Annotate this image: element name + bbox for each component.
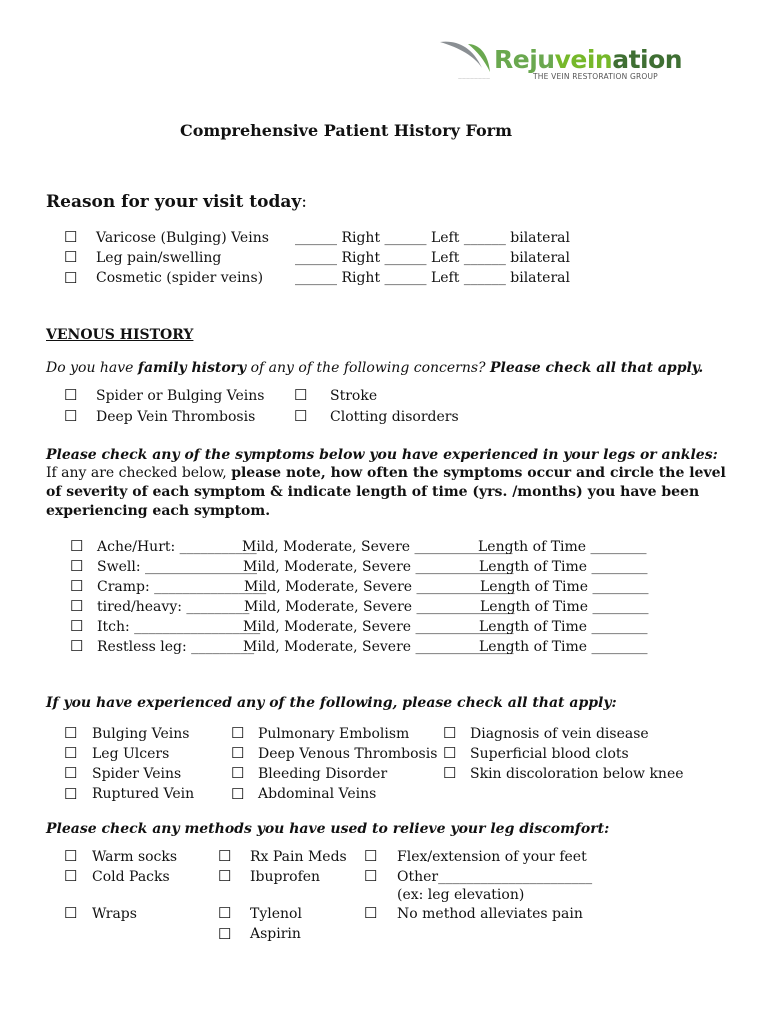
method-checkbox-1-3[interactable]: ☐ [64, 904, 78, 922]
symptom-length-1[interactable]: Length of Time ________ [478, 539, 647, 555]
symptom-severity-1[interactable]: Mild, Moderate, Severe ______________ [242, 539, 513, 555]
condition-label-3-2: Superficial blood clots [470, 746, 629, 762]
symptom-length-3[interactable]: Length of Time ________ [480, 579, 649, 595]
symptom-checkbox-1[interactable]: ☐ [70, 537, 84, 555]
symptom-length-6[interactable]: Length of Time ________ [479, 639, 648, 655]
condition-checkbox-3-1[interactable]: ☐ [443, 724, 457, 742]
condition-label-1-2: Leg Ulcers [92, 746, 170, 762]
family-label-2: Deep Vein Thrombosis [96, 409, 256, 425]
symptom-checkbox-2[interactable]: ☐ [70, 557, 84, 575]
symptom-label-1[interactable]: Ache/Hurt: ___________ [97, 539, 257, 555]
condition-label-2-2: Deep Venous Thrombosis [258, 746, 438, 762]
symptom-label-3[interactable]: Cramp: ________________ [97, 579, 267, 595]
condition-label-2-4: Abdominal Veins [258, 786, 377, 802]
condition-label-3-1: Diagnosis of vein disease [470, 726, 649, 742]
symptom-length-5[interactable]: Length of Time ________ [479, 619, 648, 635]
condition-checkbox-2-1[interactable]: ☐ [231, 724, 245, 742]
family-label-4: Clotting disorders [330, 409, 459, 425]
method-label-2-2: Ibuprofen [250, 869, 321, 885]
reason-label-1: Varicose (Bulging) Veins [96, 230, 269, 246]
method-checkbox-3-2[interactable]: ☐ [364, 867, 378, 885]
family-checkbox-3[interactable]: ☐ [294, 386, 308, 404]
reason-checkbox-3[interactable]: ☐ [64, 269, 78, 287]
symptom-severity-4[interactable]: Mild, Moderate, Severe ______________ [244, 599, 515, 615]
family-checkbox-2[interactable]: ☐ [64, 407, 78, 425]
method-label-1-2: Cold Packs [92, 869, 170, 885]
family-checkbox-4[interactable]: ☐ [294, 407, 308, 425]
reason-checkbox-1[interactable]: ☐ [64, 228, 78, 246]
condition-checkbox-2-4[interactable]: ☐ [231, 785, 245, 803]
venous-history-heading: VENOUS HISTORY [46, 327, 194, 343]
symptom-checkbox-6[interactable]: ☐ [70, 637, 84, 655]
method-label-1-1: Warm socks [92, 849, 178, 865]
symptom-severity-6[interactable]: Mild, Moderate, Severe ______________ [243, 639, 514, 655]
method-label-2-4: Aspirin [250, 926, 301, 942]
method-checkbox-2-1[interactable]: ☐ [218, 847, 232, 865]
condition-label-3-3: Skin discoloration below knee [470, 766, 684, 782]
symptom-severity-2[interactable]: Mild, Moderate, Severe ______________ [243, 559, 514, 575]
condition-label-1-3: Spider Veins [92, 766, 182, 782]
method-label-2-1: Rx Pain Meds [250, 849, 347, 865]
symptom-length-2[interactable]: Length of Time ________ [479, 559, 648, 575]
method-label-2-3: Tylenol [250, 906, 302, 922]
page-title: Comprehensive Patient History Form [180, 121, 512, 140]
condition-checkbox-1-1[interactable]: ☐ [64, 724, 78, 742]
condition-label-1-1: Bulging Veins [92, 726, 190, 742]
method-checkbox-1-1[interactable]: ☐ [64, 847, 78, 865]
reason-checkbox-2[interactable]: ☐ [64, 248, 78, 266]
condition-checkbox-1-4[interactable]: ☐ [64, 785, 78, 803]
symptom-label-5[interactable]: Itch: __________________ [97, 619, 261, 635]
method-other-field[interactable]: Other______________________ [397, 869, 593, 885]
method-checkbox-2-2[interactable]: ☐ [218, 867, 232, 885]
reason-label-2: Leg pain/swelling [96, 250, 222, 266]
condition-checkbox-3-3[interactable]: ☐ [443, 764, 457, 782]
symptom-checkbox-3[interactable]: ☐ [70, 577, 84, 595]
method-other-example: (ex: leg elevation) [397, 887, 525, 903]
reason-sides-3[interactable]: ______ Right ______ Left ______ bilateral [295, 270, 570, 286]
condition-checkbox-2-2[interactable]: ☐ [231, 744, 245, 762]
condition-checkbox-1-3[interactable]: ☐ [64, 764, 78, 782]
symptom-length-4[interactable]: Length of Time ________ [480, 599, 649, 615]
condition-checkbox-2-3[interactable]: ☐ [231, 764, 245, 782]
method-checkbox-2-4[interactable]: ☐ [218, 925, 232, 943]
reason-label-3: Cosmetic (spider veins) [96, 270, 264, 286]
symptoms-note: If any are checked below, please note, how often the symptoms occur and circle the level of severity of each symptom & indicate length of time (yrs. /months) you have been experiencing each symptom. [46, 465, 726, 519]
reason-sides-2[interactable]: ______ Right ______ Left ______ bilateral [295, 250, 570, 266]
symptom-label-2[interactable]: Swell: ________________ [97, 559, 257, 575]
method-label-3-3: No method alleviates pain [397, 906, 583, 922]
method-checkbox-2-3[interactable]: ☐ [218, 904, 232, 922]
family-label-1: Spider or Bulging Veins [96, 388, 265, 404]
condition-label-2-1: Pulmonary Embolism [258, 726, 410, 742]
family-label-3: Stroke [330, 388, 378, 404]
symptoms-heading: Please check any of the symptoms below you have experienced in your legs or ankles: [46, 447, 718, 463]
family-history-question: Do you have family history of any of the following concerns? Please check all that apply. [46, 360, 704, 376]
method-checkbox-1-2[interactable]: ☐ [64, 867, 78, 885]
reason-heading: Reason for your visit today: [46, 192, 307, 212]
logo-tagline: THE VEIN RESTORATION GROUP [533, 72, 658, 81]
symptom-label-4[interactable]: tired/heavy: _________ [97, 599, 250, 615]
logo-wordmark: Rejuveination [494, 45, 683, 74]
symptom-label-6[interactable]: Restless leg: _________ [97, 639, 255, 655]
symptom-severity-5[interactable]: Mild, Moderate, Severe ______________ [243, 619, 514, 635]
family-checkbox-1[interactable]: ☐ [64, 386, 78, 404]
condition-label-1-4: Ruptured Vein [92, 786, 195, 802]
logo-fineprint: ———————— [458, 76, 490, 81]
reason-sides-1[interactable]: ______ Right ______ Left ______ bilateral [295, 230, 570, 246]
methods-heading: Please check any methods you have used to relieve your leg discomfort: [46, 821, 610, 837]
condition-checkbox-3-2[interactable]: ☐ [443, 744, 457, 762]
method-label-1-3: Wraps [92, 906, 137, 922]
method-checkbox-3-1[interactable]: ☐ [364, 847, 378, 865]
method-label-3-1: Flex/extension of your feet [397, 849, 587, 865]
symptom-severity-3[interactable]: Mild, Moderate, Severe ______________ [244, 579, 515, 595]
symptom-checkbox-5[interactable]: ☐ [70, 617, 84, 635]
logo-swoosh-icon [438, 38, 498, 78]
conditions-heading: If you have experienced any of the following, please check all that apply: [46, 695, 617, 711]
condition-checkbox-1-2[interactable]: ☐ [64, 744, 78, 762]
symptom-checkbox-4[interactable]: ☐ [70, 597, 84, 615]
condition-label-2-3: Bleeding Disorder [258, 766, 388, 782]
method-checkbox-3-3[interactable]: ☐ [364, 904, 378, 922]
